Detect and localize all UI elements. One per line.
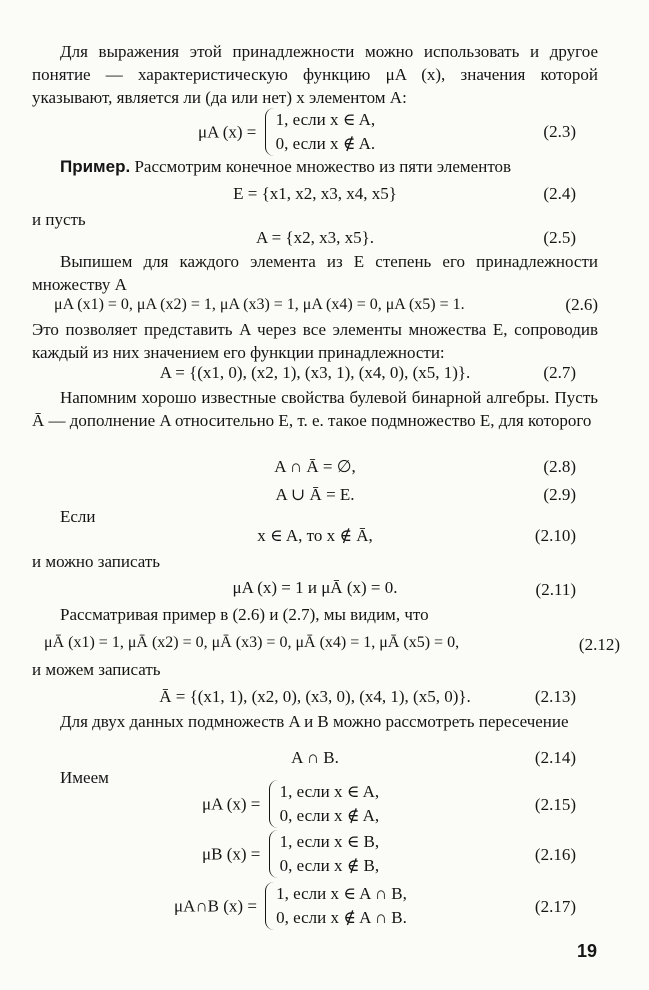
- eq-2-8-label: (2.8): [543, 457, 576, 476]
- eq-2-13-text: Ā = {(x1, 1), (x2, 0), (x3, 0), (x4, 1), (x5, 0)}.: [159, 687, 471, 706]
- can-write-text: и можно записать: [32, 552, 161, 571]
- eq-2-5-text: A = {x2, x3, x5}.: [256, 228, 374, 247]
- eq-2-17-row1: 1, если x ∈ A ∩ B,: [276, 884, 407, 903]
- two-subsets-paragraph: Для двух данных подмножеств A и B можно рассмотреть пересечение: [60, 712, 569, 731]
- eq-2-11-text: μA (x) = 1 и μĀ (x) = 0.: [232, 578, 398, 597]
- eq-2-7-label: (2.7): [543, 363, 576, 382]
- eq-2-6-label: (2.6): [565, 295, 598, 314]
- eq-2-5-label: (2.5): [543, 228, 576, 247]
- example-text: Рассмотрим конечное множество из пяти элементов: [134, 157, 512, 176]
- eq-2-14-label: (2.14): [534, 748, 576, 767]
- eq-2-3-row2: 0, если x ∉ A.: [275, 134, 376, 153]
- eq-2-16-cases: [269, 830, 380, 878]
- eq-2-15-cases: [269, 780, 380, 828]
- eq-2-15-row1: 1, если x ∈ A,: [279, 782, 380, 801]
- eq-2-15-row2: 0, если x ∉ A,: [279, 806, 380, 825]
- eq-2-15-label: (2.15): [534, 795, 576, 814]
- eq-2-3-row1: 1, если x ∈ A,: [275, 110, 376, 129]
- eq-2-3-lhs: μA (x) =: [198, 122, 257, 142]
- allows-paragraph: Это позволяет представить A через все элементы множества E, сопроводив каждый из них значением его функции принадлежности:: [32, 320, 598, 362]
- eq-2-16-row1: 1, если x ∈ B,: [279, 832, 380, 851]
- eq-2-8-text: A ∩ Ā = ∅,: [274, 457, 356, 476]
- example-heading: Пример.: [60, 157, 131, 176]
- eq-2-10-text: x ∈ A, то x ∉ Ā,: [257, 526, 373, 545]
- considering-paragraph: Рассматривая пример в (2.6) и (2.7), мы видим, что: [60, 605, 429, 624]
- eq-2-13-label: (2.13): [534, 687, 576, 706]
- eq-2-14-text: A ∩ B.: [291, 748, 339, 767]
- eq-2-12-label: (2.12): [578, 635, 620, 654]
- eq-2-15-lhs: μA (x) =: [202, 794, 261, 814]
- and-let-text: и пусть: [32, 210, 86, 229]
- eq-2-9-text: A ∪ Ā = E.: [275, 485, 355, 504]
- eq-2-16-label: (2.16): [534, 845, 576, 864]
- eq-2-4-label: (2.4): [543, 184, 576, 203]
- eq-2-4-text: E = {x1, x2, x3, x4, x5}: [233, 184, 397, 203]
- eq-2-6-text: μA (x1) = 0, μA (x2) = 1, μA (x3) = 1, μA (x4) = 0, μA (x5) = 1.: [54, 296, 465, 313]
- recall-paragraph: Напомним хорошо известные свойства булевой бинарной алгебры. Пусть Ā — дополнение A относительно E, т. е. такое подмножество E, для которого: [32, 388, 598, 430]
- eq-2-16-lhs: μB (x) =: [202, 844, 261, 864]
- eq-2-3-label: (2.3): [543, 122, 576, 141]
- eq-2-9-label: (2.9): [543, 485, 576, 504]
- eq-2-10-label: (2.10): [534, 526, 576, 545]
- eq-2-17-cases: [265, 882, 407, 930]
- example-paragraph: [32, 155, 598, 178]
- can-write2-text: и можем записать: [32, 660, 161, 679]
- we-have-text: Имеем: [60, 768, 109, 787]
- eq-2-11-label: (2.11): [535, 580, 576, 599]
- page-number: 19: [576, 941, 597, 961]
- intro-paragraph: Для выражения этой принадлежности можно использовать и другое понятие — характеристическую функцию μA (x), значения которой указывают, является ли (да или нет) x элементом A:: [32, 42, 598, 107]
- eq-2-17-label: (2.17): [534, 897, 576, 916]
- eq-2-12-text: μĀ (x1) = 1, μĀ (x2) = 0, μĀ (x3) = 0, μĀ (x4) = 1, μĀ (x5) = 0,: [44, 634, 460, 651]
- write-out-paragraph: Выпишем для каждого элемента из E степень его принадлежности множеству A: [32, 252, 598, 294]
- eq-2-17-row2: 0, если x ∉ A ∩ B.: [276, 908, 407, 927]
- eq-2-17-lhs: μA∩B (x) =: [174, 896, 257, 916]
- eq-2-7-text: A = {(x1, 0), (x2, 1), (x3, 1), (x4, 0), (x5, 1)}.: [159, 363, 471, 382]
- eq-2-16-row2: 0, если x ∉ B,: [279, 856, 380, 875]
- eq-2-3-cases: [265, 108, 376, 156]
- if-word: Если: [60, 507, 96, 526]
